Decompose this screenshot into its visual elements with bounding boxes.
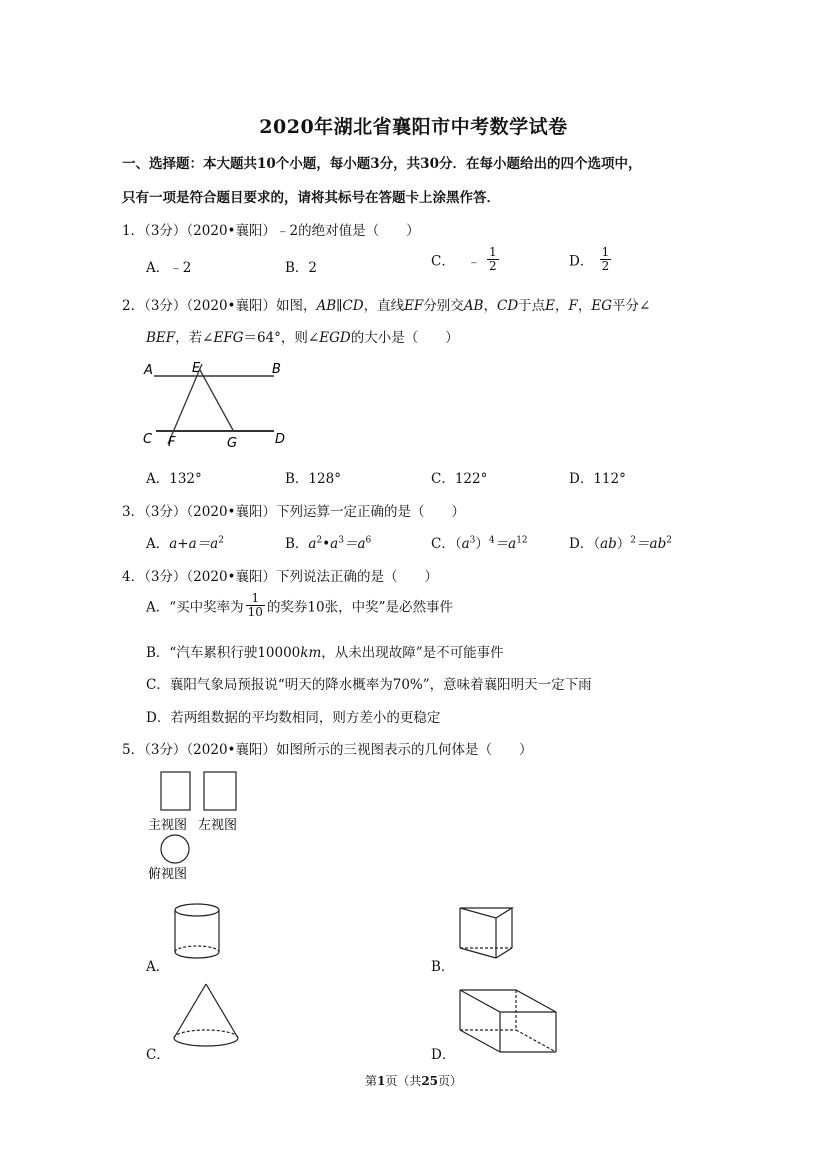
q3-option-d-var: ＝ab (636, 536, 667, 552)
prism-top (460, 908, 512, 918)
q3-option-b-exponent: 6 (365, 535, 372, 546)
q3-option-c (431, 532, 528, 552)
q2-var: CD (496, 298, 519, 314)
q2-stem-line1 (122, 294, 650, 314)
q2-var: BEF (146, 330, 176, 346)
q3-option-a-label: A． (146, 536, 170, 552)
q3-option-c-exponent: 4 (488, 535, 495, 546)
q2-option-b: B．128° (285, 471, 341, 487)
q4-option-b-pre: B．“汽车累积行驶10000 (146, 645, 301, 661)
q2-text: ∥ (336, 298, 343, 314)
q3-stem: 3．（3分）（2020•襄阳）下列运算一定正确的是（ ） (122, 504, 465, 520)
q1-option-d-label: D． (569, 253, 594, 270)
q3-option-b-label: B． (285, 536, 309, 552)
q4-option-b-post: ，从未出现故障”是不可能事件 (321, 645, 504, 661)
q3-option-d-label: D．（ (569, 536, 601, 552)
q2-var: EG (591, 298, 613, 314)
q1-option-c-numerator: 1 (488, 245, 497, 259)
q2-option-c: C．122° (431, 471, 488, 487)
cylinder-top (175, 904, 219, 916)
q2-text: ，若∠ (175, 330, 214, 346)
q2-text: 分别交 (423, 298, 464, 314)
label-a: A (144, 363, 153, 378)
q1-option-c (431, 246, 501, 273)
front-view-rect (161, 772, 190, 810)
q2-text: ， (483, 298, 497, 314)
cuboid-figure (454, 984, 564, 1056)
left-view-label: 左视图 (198, 818, 238, 833)
q3-option-d-exponent: 2 (666, 535, 672, 546)
q3-option-b-var: •a (322, 536, 339, 552)
prism-figure (454, 902, 518, 964)
q3-option-b-exponent: 3 (338, 535, 344, 546)
label-e: E (192, 361, 201, 376)
q2-var: AB (463, 298, 484, 314)
label-b: B (272, 362, 281, 377)
q3-option-b-exponent: 2 (316, 535, 323, 546)
q3-option-c-exponent: 12 (516, 535, 528, 546)
prism-edge (460, 948, 496, 958)
page-title: 2020年湖北省襄阳市中考数学试卷 (259, 116, 568, 138)
q5-option-b: B． (431, 959, 455, 975)
prism-edge (496, 948, 512, 958)
q1-option-c-denominator: 2 (488, 259, 497, 274)
q5-option-d: D． (431, 1047, 456, 1063)
cone-side (206, 984, 238, 1038)
top-view-label: 俯视图 (148, 867, 188, 882)
q3-option-b-var: a (308, 536, 317, 552)
q3-option-b-var: ＝a (343, 536, 366, 552)
q4-option-a-post: 的奖券10张，中奖”是必然事件 (266, 599, 454, 616)
cuboid-top (460, 990, 556, 1012)
q1-option-d-denominator: 2 (601, 259, 610, 274)
q2-text: ， (555, 298, 569, 314)
q1-stem: 1．（3分）（2020•襄阳）﹣2的绝对值是（ ） (122, 223, 420, 239)
footer-page-number: 1 (376, 1074, 386, 1088)
q3-option-d (569, 532, 672, 552)
section-heading-line2: 只有一项是符合题目要求的，请将其标号在答题卡上涂黑作答． (122, 190, 500, 206)
left-view-rect (204, 772, 236, 810)
front-view-label: 主视图 (148, 818, 188, 833)
footer-text: 页（共 (385, 1074, 422, 1088)
q3-option-c-var: a (461, 536, 470, 552)
cuboid-edge (460, 1030, 500, 1052)
q3-option-d-paren: ） (616, 536, 631, 552)
q5-option-c: C． (146, 1047, 170, 1063)
q2-text: 2．（3分）（2020•襄阳）如图， (122, 298, 317, 314)
q2-option-a: A．132° (146, 471, 202, 487)
q4-option-c: C．襄阳气象局预报说“明天的降水概率为70%”，意味着襄阳明天一定下雨 (146, 677, 592, 693)
page-footer (0, 1072, 827, 1089)
q2-text: 于点 (518, 298, 546, 314)
line-eg (200, 370, 234, 432)
top-view-circle (161, 835, 189, 863)
cone-base-front (174, 1038, 238, 1046)
q4-option-a-fraction (246, 592, 265, 619)
cone-side (174, 984, 206, 1038)
q3-option-c-label: C．（ (431, 536, 462, 552)
q3-option-b (285, 532, 371, 552)
q3-option-a-exponent: 2 (218, 535, 224, 546)
q1-option-c-label: C． (431, 253, 455, 270)
cone-base-back (174, 1030, 238, 1038)
q5-three-views (140, 766, 250, 886)
label-d: D (275, 432, 286, 447)
q3-option-c-paren: ） (475, 536, 489, 552)
q2-var: F (568, 298, 578, 314)
cylinder-bottom-front (175, 952, 219, 958)
q3-option-d-exponent: 2 (630, 535, 637, 546)
q5-option-a: A． (146, 959, 170, 975)
q1-option-d (569, 246, 613, 273)
cone-figure (168, 980, 242, 1054)
q1-option-b: B．2 (285, 260, 318, 276)
q2-text: 平分∠ (612, 298, 651, 314)
q2-text: ， (577, 298, 592, 314)
q4-option-a-denominator: 10 (247, 605, 263, 620)
label-c: C (143, 432, 153, 447)
footer-total-pages: 25 (421, 1074, 439, 1088)
q3-option-c-exponent: 3 (469, 535, 476, 546)
q5-stem: 5．（3分）（2020•襄阳）如图所示的三视图表示的几何体是（ ） (122, 742, 533, 758)
q2-option-d: D．112° (569, 471, 626, 487)
q4-option-d: D．若两组数据的平均数相同，则方差小的更稳定 (146, 710, 441, 726)
q2-text: 的大小是（ ） (350, 330, 459, 346)
label-f: F (168, 435, 176, 450)
q2-text: ＝64°，则∠ (243, 330, 320, 346)
q3-option-d-var: ab (600, 536, 617, 552)
q3-option-a (146, 532, 224, 552)
q1-option-c-sign: ﹣ (467, 253, 481, 270)
cylinder-figure (168, 900, 226, 966)
footer-text: 第 (364, 1074, 377, 1088)
q2-stem-line2 (146, 326, 459, 346)
q2-figure (140, 356, 300, 452)
label-g: G (227, 436, 238, 451)
q2-var: CD (342, 298, 364, 314)
q1-option-c-fraction (487, 246, 499, 273)
q4-option-a-numerator: 1 (246, 592, 265, 606)
q2-var: EFG (213, 330, 244, 346)
q1-option-d-numerator: 1 (601, 245, 610, 259)
q3-option-c-var: ＝a (494, 536, 517, 552)
q2-var: AB (316, 298, 337, 314)
section-heading-line1: 一、选择题：本大题共10个小题，每小题3分，共30分．在每小题给出的四个选项中， (122, 156, 642, 172)
q2-var: EF (404, 298, 424, 314)
q4-option-a (146, 592, 453, 619)
cuboid-hidden-edge (516, 1030, 556, 1052)
q1-option-d-fraction (600, 246, 612, 273)
q4-option-b-unit: km (300, 645, 322, 661)
q4-option-b (146, 641, 504, 661)
cylinder-bottom-back (175, 946, 219, 952)
q3-option-a-expr: a+a＝a (169, 536, 219, 552)
q2-var: E (545, 298, 555, 314)
footer-text: 页） (438, 1074, 463, 1088)
q1-option-a: A．﹣2 (146, 260, 192, 276)
q4-option-a-pre: A．“买中奖率为 (146, 599, 244, 616)
q2-var: EGD (319, 330, 351, 346)
q2-text: ，直线 (363, 298, 405, 314)
q4-stem: 4．（3分）（2020•襄阳）下列说法正确的是（ ） (122, 569, 438, 585)
